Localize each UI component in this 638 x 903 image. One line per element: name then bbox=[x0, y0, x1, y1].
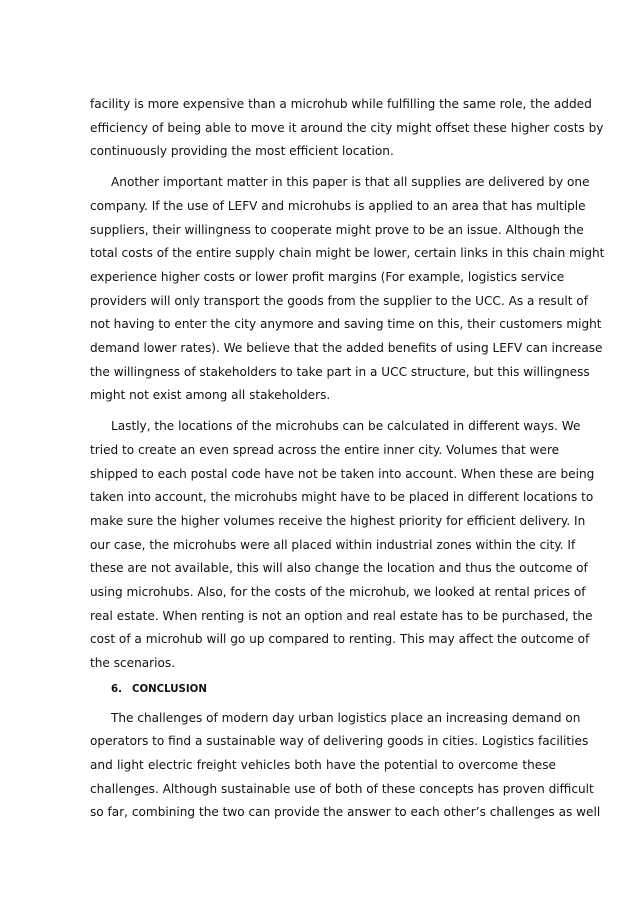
text-line: the willingness of stakeholders to take part in a UCC structure, but this willingness bbox=[90, 364, 590, 379]
text-line: facility is more expensive than a microhub while fulfilling the same role, the added bbox=[90, 97, 592, 111]
text-line: not having to enter the city anymore and saving time on this, their customers might bbox=[90, 317, 602, 332]
paragraph bbox=[90, 415, 595, 676]
text-line: challenges. Although sustainable use of both of these concepts has proven difficult bbox=[90, 781, 594, 796]
text-line: might not exist among all stakeholders. bbox=[90, 388, 331, 403]
paragraph bbox=[90, 93, 604, 164]
text-line: efficiency of being able to move it around the city might offset these higher costs by bbox=[90, 120, 604, 135]
text-line: using microhubs. Also, for the costs of the microhub, we looked at rental prices of bbox=[90, 585, 586, 600]
text-line: company. If the use of LEFV and microhubs is applied to an area that has multiple bbox=[90, 198, 586, 213]
section-heading bbox=[90, 678, 556, 702]
text-line: The challenges of modern day urban logistics place an increasing demand on bbox=[111, 710, 581, 725]
text-line: shipped to each postal code have not be taken into account. When these are being bbox=[90, 466, 595, 481]
text-line: demand lower rates). We believe that the added benefits of using LEFV can increase bbox=[90, 341, 603, 356]
text-line: tried to create an even spread across the entire inner city. Volumes that were bbox=[90, 442, 560, 457]
text-line: real estate. When renting is not an option and real estate has to be purchased, the bbox=[90, 608, 593, 623]
text-line: operators to find a sustainable way of delivering goods in cities. Logistics facilities bbox=[90, 734, 589, 749]
text-line: total costs of the entire supply chain might be lower, certain links in this chain might bbox=[90, 246, 605, 261]
text-line: experience higher costs or lower profit margins (For example, logistics service bbox=[90, 269, 565, 284]
text-line: the scenarios. bbox=[90, 656, 176, 671]
text-line: taken into account, the microhubs might have to be placed in different locations to bbox=[90, 490, 594, 505]
text-line: and light electric freight vehicles both have the potential to overcome these bbox=[90, 757, 556, 772]
section-title: CONCLUSION bbox=[132, 683, 207, 695]
document-body bbox=[90, 93, 605, 825]
text-line: Another important matter in this paper is that all supplies are delivered by one bbox=[111, 175, 590, 190]
text-line: suppliers, their willingness to cooperate might prove to be an issue. Although the bbox=[90, 222, 584, 237]
paragraph bbox=[90, 171, 605, 408]
section-number: 6. bbox=[111, 683, 122, 695]
text-line: providers will only transport the goods from the supplier to the UCC. As a result of bbox=[90, 293, 588, 308]
text-line: so far, combining the two can provide the answer to each other’s challenges as well bbox=[90, 805, 601, 820]
text-line: make sure the higher volumes receive the highest priority for efficient delivery. In bbox=[90, 513, 586, 528]
paragraph bbox=[90, 707, 601, 826]
text-line: these are not available, this will also change the location and thus the outcome of bbox=[90, 561, 588, 576]
text-line: continuously providing the most efficient location. bbox=[90, 144, 394, 159]
text-line: Lastly, the locations of the microhubs can be calculated in different ways. We bbox=[111, 419, 581, 434]
text-line: our case, the microhubs were all placed within industrial zones within the city. If bbox=[90, 537, 576, 552]
text-line: cost of a microhub will go up compared to renting. This may affect the outcome of bbox=[90, 632, 590, 647]
